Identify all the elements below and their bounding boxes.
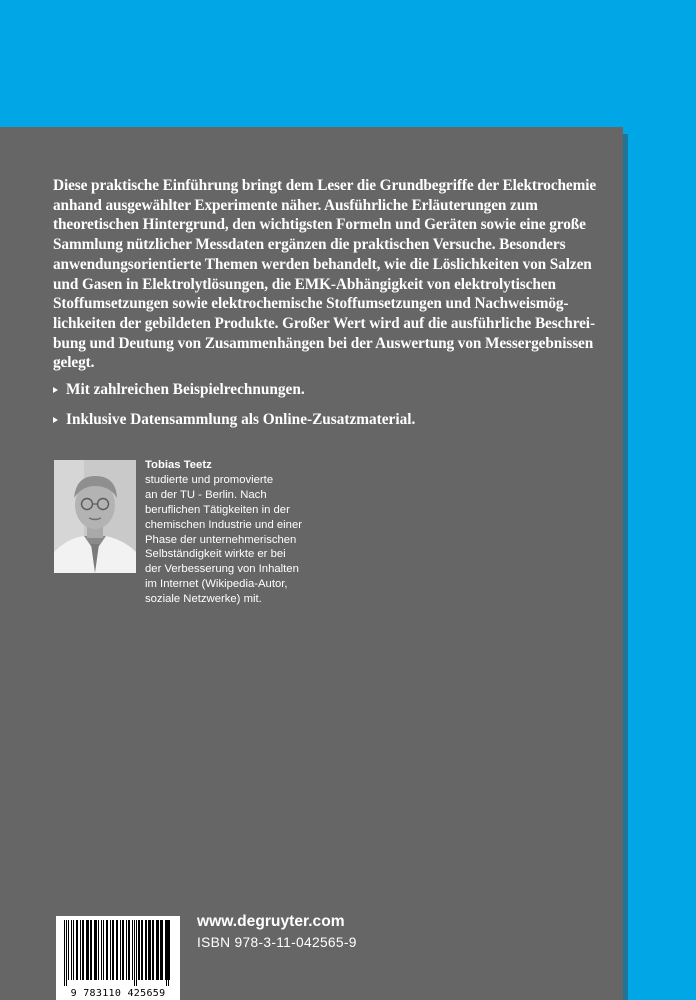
author-info (145, 458, 345, 607)
back-cover-panel (0, 127, 623, 1000)
triangle-bullet-icon (53, 417, 58, 423)
author-name: Tobias Teetz (145, 459, 212, 471)
author-bio-line: im Internet (Wikipedia-Autor, (145, 578, 288, 591)
author-bio-line: soziale Netzwerke) mit. (145, 593, 262, 606)
feature-list (53, 380, 593, 440)
description-line: anhand ausgewählter Experimente näher. Ausführliche Erläuterungen zum (53, 196, 538, 214)
book-description (53, 176, 597, 373)
description-line: bung und Deutung von Zusammenhängen bei der Auswertung von Messergebnissen (53, 334, 594, 352)
feature-text: Inklusive Datensammlung als Online-Zusatzmaterial. (66, 411, 416, 428)
isbn-number: ISBN 978-3-11-042565-9 (197, 935, 357, 950)
description-line: anwendungsorientierte Themen werden behandelt, wie die Löslichkeiten von Salzen (53, 255, 592, 273)
author-portrait-icon (54, 460, 136, 573)
triangle-bullet-icon (53, 387, 58, 393)
feature-item (53, 410, 593, 429)
author-bio-line: chemischen Industrie und einer (145, 518, 302, 531)
feature-item (53, 380, 593, 399)
description-line: Stoffumsetzungen sowie elektrochemische Stoffumsetzungen und Nachweismög- (53, 295, 569, 313)
barcode-bars-icon (56, 916, 180, 986)
description-line: Sammlung nützlicher Messdaten ergänzen die praktischen Versuche. Besonders (53, 236, 566, 254)
author-bio-line: studierte und promovierte (145, 473, 274, 486)
author-bio-line: beruflichen Tätigkeiten in der (145, 503, 290, 516)
feature-text: Mit zahlreichen Beispielrechnungen. (66, 381, 305, 398)
description-line: gelegt. (53, 354, 95, 372)
description-line: lichkeiten der gebildeten Produkte. Großer Wert wird auf die ausführliche Beschrei- (53, 314, 595, 332)
description-line: theoretischen Hintergrund, den wichtigsten Formeln und Geräten sowie eine große (53, 216, 586, 234)
publisher-url: www.degruyter.com (197, 913, 345, 930)
author-bio-line: Phase der unternehmerischen (145, 533, 297, 546)
author-bio-line: der Verbesserung von Inhalten (145, 563, 299, 576)
description-line: und Gasen in Elektrolytlösungen, die EMK-Abhängigkeit von elektrolytischen (53, 275, 556, 293)
author-bio-line: an der TU - Berlin. Nach (145, 488, 267, 501)
author-photo (54, 460, 136, 573)
barcode-digits: 9 783110 425659 (70, 988, 166, 999)
description-line: Diese praktische Einführung bringt dem Leser die Grundbegriffe der Elektrochemie (53, 177, 597, 194)
isbn-barcode (56, 916, 180, 1000)
author-bio-line: Selbständigkeit wirkte er bei (145, 548, 286, 561)
